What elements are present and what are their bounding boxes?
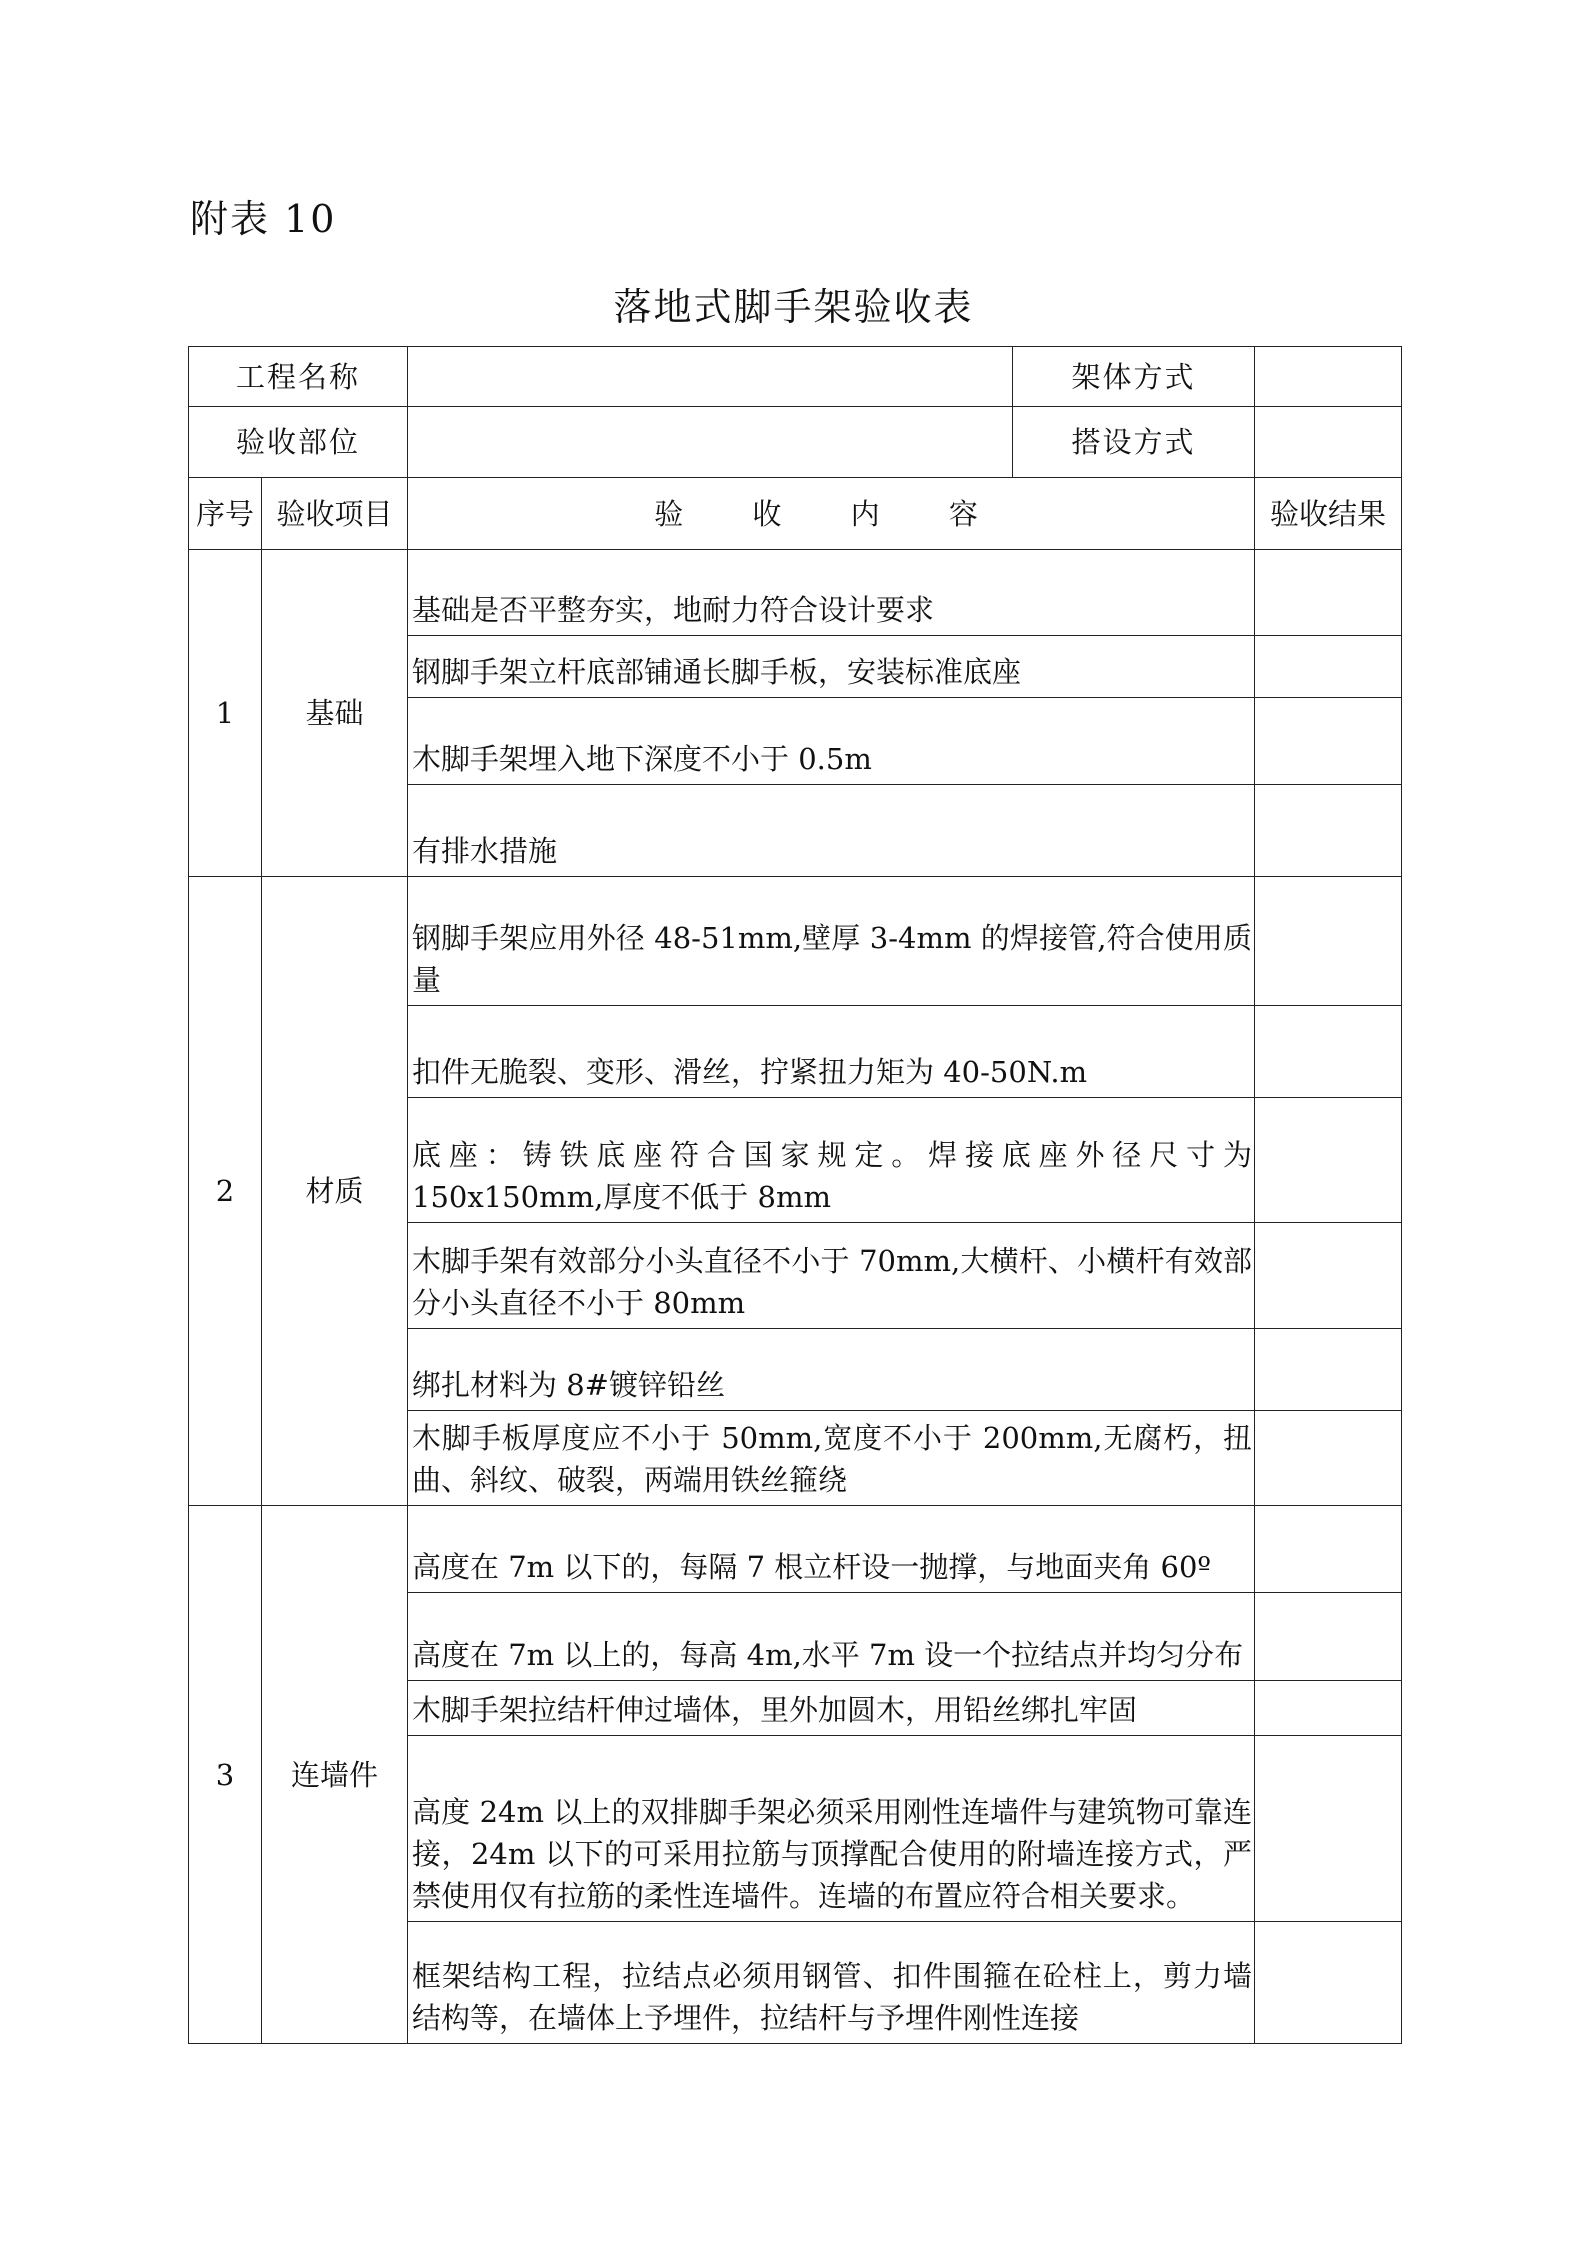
result-cell xyxy=(1255,1593,1402,1681)
content-cell: 钢脚手架立杆底部铺通长脚手板，安装标准底座 xyxy=(408,636,1255,698)
content-cell: 高度在 7m 以上的，每高 4m,水平 7m 设一个拉结点并均匀分布 xyxy=(408,1593,1255,1681)
header-row xyxy=(189,478,1402,550)
content-cell: 木脚手架有效部分小头直径不小于 70mm,大横杆、小横杆有效部分小头直径不小于 80mm xyxy=(408,1223,1255,1329)
header-result: 验收结果 xyxy=(1255,478,1402,550)
header-content: 验 收 内 容 xyxy=(408,478,1255,550)
seq-cell: 3 xyxy=(189,1506,262,2044)
seq-cell: 2 xyxy=(189,877,262,1506)
result-cell xyxy=(1255,785,1402,877)
result-cell xyxy=(1255,877,1402,1006)
item-cell: 基础 xyxy=(262,550,408,877)
info-value xyxy=(1255,347,1402,407)
info-value xyxy=(408,347,1013,407)
content-cell: 基础是否平整夯实，地耐力符合设计要求 xyxy=(408,550,1255,636)
content-cell: 扣件无脆裂、变形、滑丝，拧紧扭力矩为 40-50N.m xyxy=(408,1006,1255,1098)
table-row xyxy=(189,1506,1402,1593)
content-cell: 高度在 7m 以下的，每隔 7 根立杆设一抛撑，与地面夹角 60º xyxy=(408,1506,1255,1593)
result-cell xyxy=(1255,1223,1402,1329)
result-cell xyxy=(1255,1736,1402,1922)
content-cell: 钢脚手架应用外径 48-51mm,壁厚 3-4mm 的焊接管,符合使用质量 xyxy=(408,877,1255,1006)
header-seq: 序号 xyxy=(189,478,262,550)
appendix-label: 附表 10 xyxy=(190,197,337,241)
result-cell xyxy=(1255,1329,1402,1411)
info-label: 架体方式 xyxy=(1013,347,1255,407)
page-title: 落地式脚手架验收表 xyxy=(613,285,974,329)
table-row xyxy=(189,550,1402,636)
info-value xyxy=(1255,407,1402,478)
header-item: 验收项目 xyxy=(262,478,408,550)
result-cell xyxy=(1255,1098,1402,1223)
content-cell: 木脚手板厚度应不小于 50mm,宽度不小于 200mm,无腐朽，扭曲、斜纹、破裂，两端用铁丝箍绕 xyxy=(408,1411,1255,1506)
content-cell: 木脚手架拉结杆伸过墙体，里外加圆木，用铅丝绑扎牢固 xyxy=(408,1681,1255,1736)
result-cell xyxy=(1255,636,1402,698)
content-cell: 有排水措施 xyxy=(408,785,1255,877)
info-row xyxy=(189,347,1402,407)
info-label: 搭设方式 xyxy=(1013,407,1255,478)
content-cell: 框架结构工程，拉结点必须用钢管、扣件围箍在砼柱上，剪力墙结构等，在墙体上予埋件，拉结杆与予埋件刚性连接 xyxy=(408,1922,1255,2044)
item-cell: 连墙件 xyxy=(262,1506,408,2044)
content-cell: 木脚手架埋入地下深度不小于 0.5m xyxy=(408,698,1255,785)
info-value xyxy=(408,407,1013,478)
info-label: 工程名称 xyxy=(189,347,408,407)
content-cell: 高度 24m 以上的双排脚手架必须采用刚性连墙件与建筑物可靠连接，24m 以下的可采用拉筋与顶撑配合使用的附墙连接方式，严禁使用仅有拉筋的柔性连墙件。连墙的布置应符合相关要求。 xyxy=(408,1736,1255,1922)
item-cell: 材质 xyxy=(262,877,408,1506)
result-cell xyxy=(1255,1006,1402,1098)
info-row xyxy=(189,407,1402,478)
result-cell xyxy=(1255,1922,1402,2044)
result-cell xyxy=(1255,1681,1402,1736)
result-cell xyxy=(1255,1506,1402,1593)
seq-cell: 1 xyxy=(189,550,262,877)
table-row xyxy=(189,877,1402,1006)
result-cell xyxy=(1255,1411,1402,1506)
content-cell: 绑扎材料为 8#镀锌铅丝 xyxy=(408,1329,1255,1411)
acceptance-table xyxy=(188,346,1402,2044)
result-cell xyxy=(1255,550,1402,636)
result-cell xyxy=(1255,698,1402,785)
info-label: 验收部位 xyxy=(189,407,408,478)
content-cell: 底座：铸铁底座符合国家规定。焊接底座外径尺寸为 150x150mm,厚度不低于 8mm xyxy=(408,1098,1255,1223)
